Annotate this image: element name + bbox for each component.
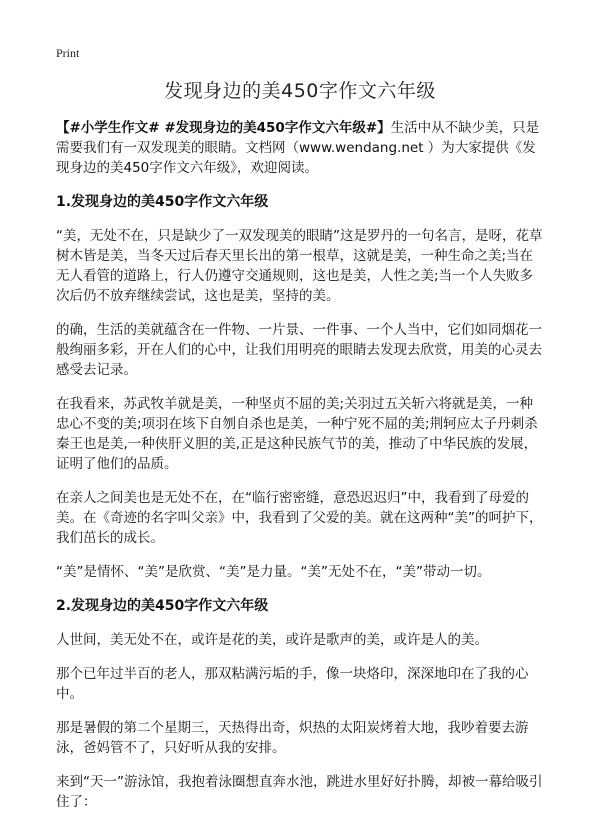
section-heading: 2.发现身边的美450字作文六年级 xyxy=(56,598,269,614)
paragraph: 的确，生活的美就蕴含在一件物、一片景、一件事、一个人当中，它们如同烟花一般绚丽多彩，开在人们的心中，让我们用明亮的眼睛去发现去欣赏，用美的心灵去感受去记录。 xyxy=(56,322,542,378)
intro-text: 生活中从不缺少美，只是需要我们有一双发现美的眼睛。文档网（www.wendang.net ）为大家提供《发现身边的美450字作文六年级》，欢迎阅读。 xyxy=(56,120,540,176)
paragraph: 来到“天一”游泳馆，我抱着泳圈想直奔水池，跳进水里好好扑腾，却被一幕给吸引住了： xyxy=(56,774,543,810)
intro-tag: 【#小学生作文# #发现身边的美450字作文六年级#】 xyxy=(56,120,391,136)
paragraph: 那个已年过半百的老人，那双粘满污垢的手，像一块烙印，深深地印在了我的心中。 xyxy=(56,666,529,702)
print-label: Print xyxy=(56,46,80,60)
paragraph: 人世间，美无处不在，或许是花的美，或许是歌声的美，或许是人的美。 xyxy=(56,632,488,648)
paragraph: “美，无处不在，只是缺少了一双发现美的眼睛”这是罗丹的一句名言，是呀，花草树木皆是美，当冬天过后春天里长出的第一根草，这就是美，一种生命之美;当在无人看管的道路上，行人仍遵守交通规则，这也是美，人性之美;当一个人失败多次后仍不放弃继续尝试，这也是美，坚持的美。 xyxy=(56,228,543,304)
document-body xyxy=(56,118,544,826)
page-title: 发现身边的美450字作文六年级 xyxy=(164,80,436,102)
section-heading: 1.发现身边的美450字作文六年级 xyxy=(56,194,269,210)
paragraph: “美”是情怀、“美”是欣赏、“美”是力量。“美”无处不在，“美”带动一切。 xyxy=(56,564,491,580)
paragraph: 在我看来，苏武牧羊就是美，一种坚贞不屈的美;关羽过五关斩六将就是美，一种忠心不变的美;项羽在垓下自刎自杀也是美，一种宁死不屈的美;荆轲应太子丹刺杀秦王也是美,一种侠肝义胆的美,正是这种民族气节的美，推动了中华民族的发展，证明了他们的品质。 xyxy=(56,396,538,472)
intro-paragraph xyxy=(56,118,544,178)
paragraph: 那是暑假的第二个星期三，天热得出奇，炽热的太阳炭烤着大地，我吵着要去游泳，爸妈管不了，只好听从我的安排。 xyxy=(56,720,529,756)
paragraph: 在亲人之间美也是无处不在，在“临行密密缝，意恐迟迟归”中，我看到了母爱的美。在《奇迹的名字叫父亲》中，我看到了父爱的美。就在这两种“美”的呵护下，我们茁长的成长。 xyxy=(56,490,543,546)
